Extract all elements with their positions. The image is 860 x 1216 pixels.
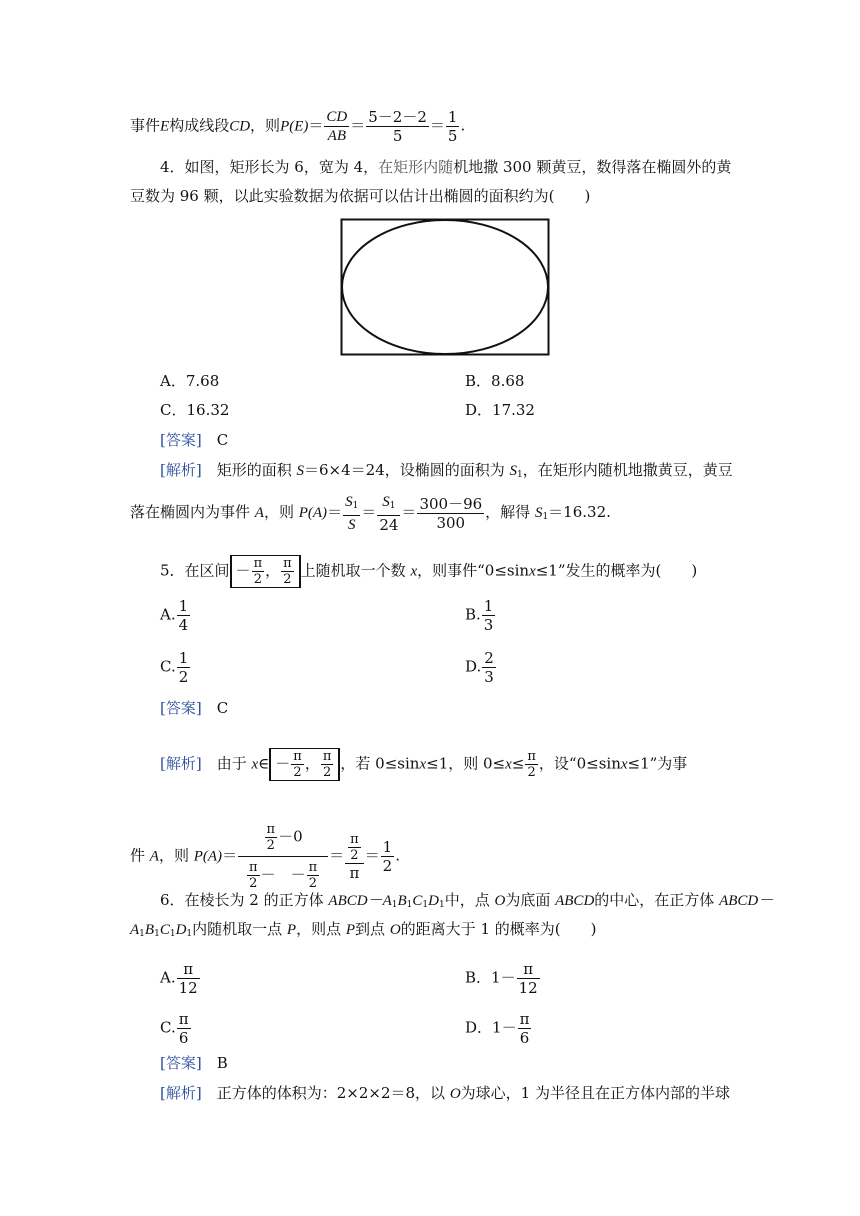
q4-option-a: A．7.68 [160,372,220,390]
fraction: $\frac{\pi}{6}$ [519,1010,530,1047]
fraction: $\frac{\pi}{6}$ [178,1010,189,1047]
fraction: $\frac{1}{4}$ [178,597,189,634]
interval-bracket: － $\frac{\pi}{2}$ ， $\frac{\pi}{2}$ [230,555,301,588]
fraction: $\frac{2}{3}$ [484,649,494,686]
q6-option-d: D．1－ $\frac{\pi}{6}$ [465,1010,530,1047]
fraction: $\frac{1}{2}$ [178,649,189,686]
q4-answer: [答案] C [160,431,229,449]
fraction: $\frac{\pi}{2}$ [527,749,536,780]
q5-solution-line1: [解析] 由于 x∈ － $\frac{\pi}{2}$ ， $\frac{\pi}{2}$ ，若 0≤sinx≤1，则 0≤x≤ $\frac{\pi}{2}$ ，设“0≤sinx≤1”为事 [160,749,688,780]
q5-option-a: A. $\frac{1}{4}$ [160,597,189,634]
q6-option-c: C. $\frac{\pi}{6}$ [160,1010,189,1047]
ellipse [342,220,548,354]
rectangle-ellipse-figure [340,218,550,356]
q4-solution-line1: [解析] 矩形的面积 S＝6×4＝24，设椭圆的面积为 $S_1$，在矩形内随机地撒黄豆，黄豆 [160,461,733,480]
fraction: $\frac{S_1}{24}$ [379,494,399,534]
q6-answer: [答案] B [160,1054,228,1072]
q5-line1: 5．在区间 － $\frac{\pi}{2}$ ， $\frac{\pi}{2}$ 上随机取一个数 x，则事件“0≤sinx≤1”发生的概率为( ) [160,556,698,587]
fraction: $\frac{\pi}{12}$ [518,960,538,997]
q5-answer: [答案] C [160,699,229,717]
q4-line2: 豆数为 96 颗，以此实验数据为依据可以估计出椭圆的面积约为( ) [130,187,591,205]
q6-option-b: B．1－ $\frac{\pi}{12}$ [465,960,538,997]
q6-line1: 6．在棱长为 2 的正方体 $ABCD-A_1B_1C_1D_1$中，点 O为底面 ABCD的中心，在正方体 ABCD－ [160,891,774,910]
fraction: $\frac{\pi}{2}$ [322,749,332,780]
fraction: $\frac{300-96}{300}$ [419,494,483,532]
q6-option-a: A. $\frac{\pi}{12}$ [160,960,198,997]
fraction: $\frac{\frac{\pi}{2}}{\pi}$ [345,832,364,882]
q5-option-c: C. $\frac{1}{2}$ [160,649,189,686]
q5-option-b: B. $\frac{1}{3}$ [465,597,494,634]
fraction: $\frac{\pi}{2}$ [253,556,263,587]
q6-solution-line1: [解析] 正方体的体积为：2×2×2＝8，以 O为球心，1 为半径且在正方体内部的半球 [160,1084,730,1102]
fraction: $\frac{CD}{AB}$ [326,109,348,144]
fraction: $\frac{1}{3}$ [483,597,494,634]
fraction: $\frac{1}{2}$ [382,838,393,875]
q4-solution-line2: 落在椭圆内为事件 A，则 P(A)＝ $\frac{S_1}{S}$ ＝ $\frac{S_1}{24}$ ＝ $\frac{300-96}{300}$ ，解得 $S_1=16.32$. [130,494,611,534]
fraction: $\frac{\pi}{2}$ [293,749,302,780]
fraction: $\frac{1}{5}$ [447,108,458,145]
q5-solution-line2: 件 A，则 P(A)＝ $\frac{\pi}{2}$ －0 $\frac{\pi}{2}$ － － $\frac{\pi}{2}$ ＝ $\frac{\frac{\pi}{2}}{\pi}$ ＝ $\frac{1}{2}$ . [130,822,400,891]
q5-option-d: D. $\frac{2}{3}$ [465,649,494,686]
fraction: $\frac{\pi}{2}$ [283,556,292,587]
fraction: $\frac{S_1}{S}$ [345,494,359,533]
q4-option-b: B．8.68 [465,372,525,390]
interval-bracket: － $\frac{\pi}{2}$ ， $\frac{\pi}{2}$ [269,748,340,781]
q4-line1: 4．如图，矩形长为 6，宽为 4，在矩形内随机地撒 300 颗黄豆，数得落在椭圆外的黄 [160,158,732,176]
line-top: 事件E构成线段CD，则P(E)＝ $\frac{CD}{AB}$ ＝ $\frac{5-2-2}{5}$ ＝ $\frac{1}{5}$ . [130,108,466,145]
fraction: $\frac{5-2-2}{5}$ [368,108,427,145]
fraction: $\frac{\pi}{12}$ [178,960,198,997]
q4-option-c: C．16.32 [160,401,230,419]
big-fraction: $\frac{\pi}{2}$ －0 $\frac{\pi}{2}$ － － $\frac{\pi}{2}$ [238,822,328,891]
q4-option-d: D．17.32 [465,401,535,419]
q6-line2: $A_1B_1C_1D_1$内随机取一点 P，则点 P到点 O的距离大于 1 的概率为( ) [130,920,597,939]
